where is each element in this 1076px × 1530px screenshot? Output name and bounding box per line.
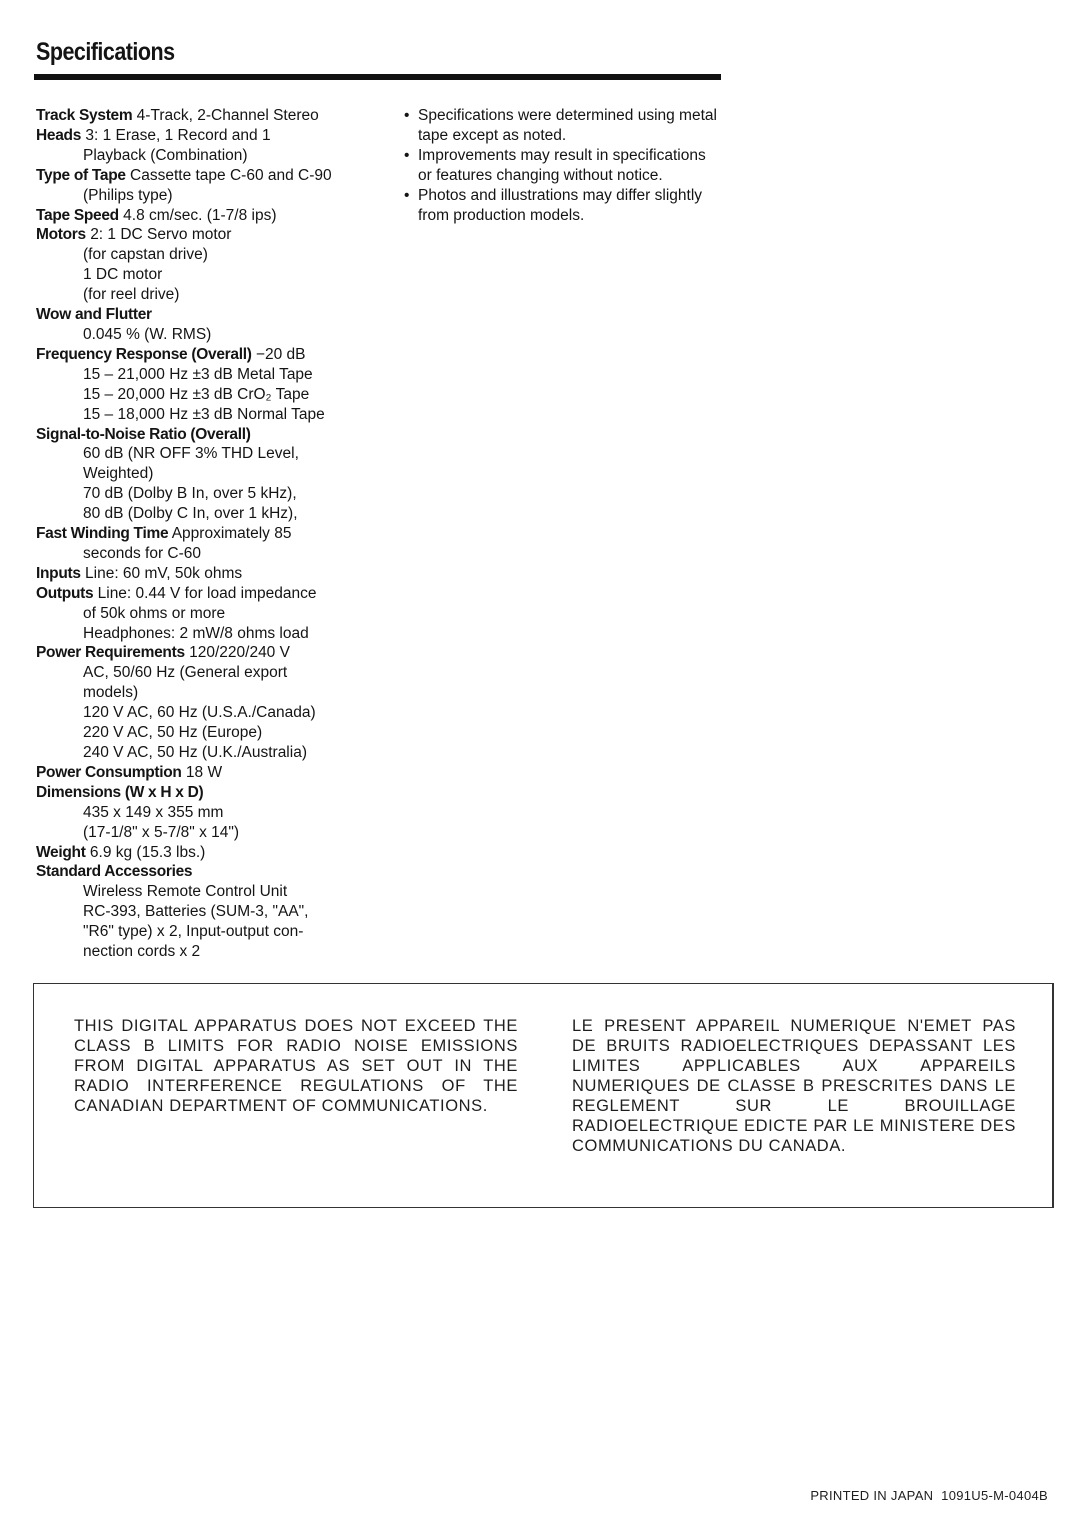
spec-label: Tape Speed: [36, 206, 119, 224]
spec-value-line: 15 – 21,000 Hz ±3 dB Metal Tape: [83, 365, 313, 383]
spec-head: [36, 862, 366, 882]
spec-entry: [36, 843, 366, 863]
spec-value-line: RC-393, Batteries (SUM-3, "AA",: [83, 903, 309, 921]
spec-label: Fast Winding Time: [36, 525, 169, 543]
spec-head: [36, 843, 366, 863]
spec-head: [36, 763, 366, 783]
spec-entry: [36, 564, 366, 584]
note-line: Photos and illustrations may differ slightly: [418, 186, 703, 204]
spec-entry: [36, 783, 366, 843]
footer-print-code: PRINTED IN JAPAN 1091U5-M-0404B: [810, 1488, 1048, 1503]
notice-english: THIS DIGITAL APPARATUS DOES NOT EXCEED THE CLASS B LIMITS FOR RADIO NOISE EMISSIONS FROM DIGITAL APPARATUS AS SET OUT IN THE RADIO INTERFERENCE REGULATIONS OF THE CANADIAN DEPARTMENT OF COMMUNICATIONS.: [74, 1017, 518, 1115]
page-title: Specifications: [36, 38, 175, 66]
spec-label: Power Requirements: [36, 644, 185, 662]
spec-value-line: (for reel drive): [83, 286, 180, 304]
spec-label: Frequency Response (Overall): [36, 345, 252, 363]
spec-value: 4-Track, 2-Channel Stereo: [136, 107, 319, 124]
spec-label: Weight: [36, 843, 86, 861]
spec-value: Line: 0.44 V for load impedance: [97, 584, 317, 602]
spec-value-line: 15 – 18,000 Hz ±3 dB Normal Tape: [83, 405, 325, 423]
spec-head: [36, 106, 366, 126]
spec-label: Outputs: [36, 584, 94, 602]
note-line: from production models.: [418, 206, 585, 224]
spec-entry: [36, 206, 366, 226]
spec-label: Type of Tape: [36, 166, 126, 184]
spec-label: Inputs: [36, 564, 81, 582]
spec-value-line: nection cords x 2: [83, 943, 201, 961]
spec-value: 4.8 cm/sec. (1-7/8 ips): [123, 206, 277, 224]
spec-entry: [36, 106, 366, 126]
spec-label: Motors: [36, 226, 86, 244]
spec-value-line: models): [83, 684, 139, 702]
spec-value: 120/220/240 V: [189, 644, 290, 662]
note-line: or features changing without notice.: [418, 166, 663, 184]
spec-head: [36, 425, 366, 445]
spec-entry: [36, 763, 366, 783]
spec-entry: [36, 225, 366, 305]
spec-value-line: 120 V AC, 60 Hz (U.S.A./Canada): [83, 704, 316, 722]
spec-label: Dimensions (W x H x D): [36, 783, 204, 801]
spec-entry: [36, 345, 366, 425]
spec-value-line: Wireless Remote Control Unit: [83, 883, 288, 901]
spec-value: 3: 1 Erase, 1 Record and 1: [85, 126, 271, 144]
spec-label: Standard Accessories: [36, 863, 193, 881]
spec-value-line: 220 V AC, 50 Hz (Europe): [83, 724, 263, 742]
spec-value-line: 80 dB (Dolby C In, over 1 kHz),: [83, 505, 298, 523]
notice-box: [33, 983, 1054, 1208]
spec-value-line: 1 DC motor: [83, 266, 163, 284]
spec-head: [36, 584, 366, 604]
note-line: Specifications were determined using metal: [418, 107, 717, 124]
notice-french: LE PRESENT APPAREIL NUMERIQUE N'EMET PAS DE BRUITS RADIOELECTRIQUES DEPASSANT LES LIMITES APPLICABLES AUX APPAREILS NUMERIQUES DE CLASSE B PRESCRITES DANS LE REGLEMENT SUR LE BROUILLAGE RADIOELECTRIQUE EDICTE PAR LE MINISTERE DES COMMUNICATIONS DU CANADA.: [572, 1017, 1016, 1155]
note-item: [403, 186, 733, 226]
spec-list: [36, 106, 366, 962]
bullet-icon: •: [404, 107, 410, 124]
spec-value: 2: 1 DC Servo motor: [90, 226, 232, 244]
spec-head: [36, 206, 366, 226]
spec-entry: [36, 524, 366, 564]
spec-value-line: Weighted): [83, 465, 154, 483]
spec-value-line: seconds for C-60: [83, 544, 202, 562]
spec-entry: [36, 643, 366, 762]
spec-value-line: Headphones: 2 mW/8 ohms load: [83, 624, 309, 642]
spec-label: Power Consumption: [36, 763, 182, 781]
spec-head: [36, 345, 366, 365]
spec-head: [36, 166, 366, 186]
spec-value: 18 W: [185, 763, 223, 781]
spec-entry: [36, 166, 366, 206]
spec-value: Line: 60 mV, 50k ohms: [85, 564, 243, 582]
note-line: tape except as noted.: [418, 126, 567, 144]
spec-value-line: "R6" type) x 2, Input-output con-: [83, 923, 304, 941]
spec-value-line: 240 V AC, 50 Hz (U.K./Australia): [83, 744, 307, 761]
note-item: [403, 106, 733, 146]
spec-head: [36, 783, 366, 803]
spec-value-line: of 50k ohms or more: [83, 604, 226, 622]
spec-value-line: 0.045 % (W. RMS): [83, 325, 212, 343]
spec-value: 6.9 kg (15.3 lbs.): [89, 843, 206, 861]
spec-value: Approximately 85: [171, 525, 292, 543]
spec-value-line: Playback (Combination): [83, 146, 248, 164]
spec-entry: [36, 862, 366, 962]
spec-value: −20 dB: [255, 345, 306, 363]
spec-head: [36, 643, 366, 663]
spec-value-line: (17-1/8" x 5-7/8" x 14"): [83, 823, 240, 841]
spec-label: Signal-to-Noise Ratio (Overall): [36, 425, 251, 443]
spec-head: [36, 564, 366, 584]
spec-value-line: 60 dB (NR OFF 3% THD Level,: [83, 445, 299, 463]
spec-value-line: (for capstan drive): [83, 246, 208, 264]
spec-value-line: 435 x 149 x 355 mm: [83, 803, 224, 821]
spec-label: Track System: [36, 107, 133, 124]
bullet-icon: •: [404, 146, 410, 164]
spec-value: Cassette tape C-60 and C-90: [130, 166, 332, 184]
spec-head: [36, 126, 366, 146]
spec-value-line: (Philips type): [83, 186, 173, 204]
spec-head: [36, 305, 366, 325]
spec-entry: [36, 584, 366, 644]
spec-head: [36, 225, 366, 245]
notes-list: [403, 106, 733, 225]
note-item: [403, 146, 733, 186]
spec-value-line: AC, 50/60 Hz (General export: [83, 664, 288, 682]
spec-entry: [36, 126, 366, 166]
spec-label: Wow and Flutter: [36, 306, 152, 324]
bullet-icon: •: [404, 186, 410, 204]
spec-head: [36, 524, 366, 544]
spec-label: Heads: [36, 126, 82, 144]
spec-entry: [36, 305, 366, 345]
title-rule: [34, 74, 721, 80]
spec-value-line: 15 – 20,000 Hz ±3 dB CrO₂ Tape: [83, 385, 310, 403]
note-line: Improvements may result in specifications: [418, 146, 706, 164]
spec-entry: [36, 425, 366, 525]
spec-value-line: 70 dB (Dolby B In, over 5 kHz),: [83, 485, 297, 503]
